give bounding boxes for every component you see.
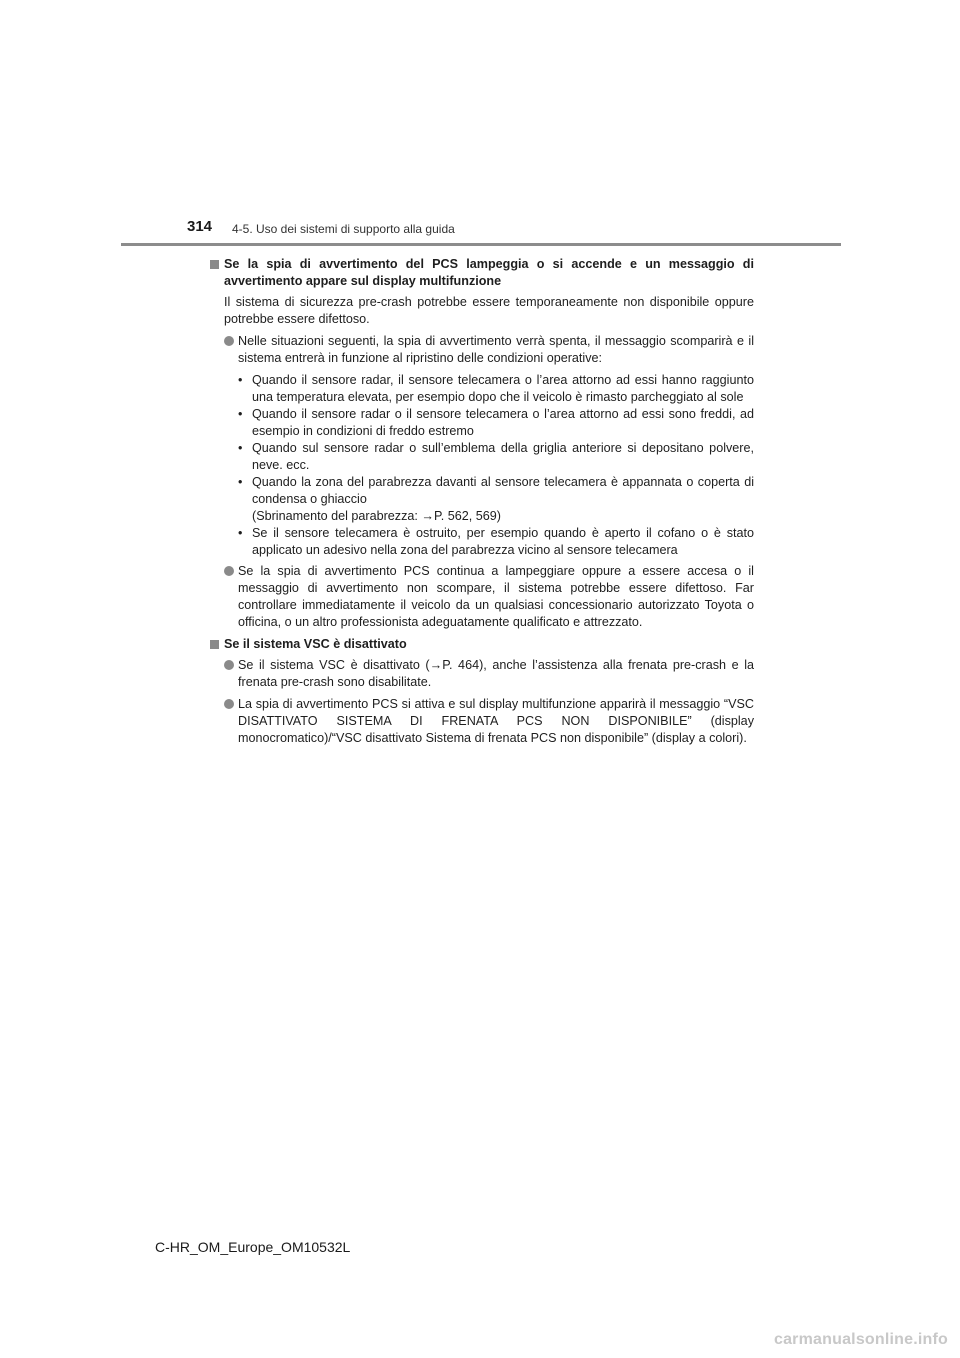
section-pcs-warning	[210, 256, 754, 631]
footer-document-code: C-HR_OM_Europe_OM10532L	[155, 1239, 351, 1255]
circle-bullet-icon	[224, 699, 234, 709]
header-section-title: 4-5. Uso dei sistemi di supporto alla guida	[232, 222, 455, 236]
sub-bullet-text: Quando il sensore radar o il sensore telecamera o l’area attorno ad essi sono freddi, ad esempio in condizioni di freddo estremo	[252, 407, 754, 438]
sub-bullet-text: Quando la zona del parabrezza davanti al sensore telecamera è appannata o coperta di condensa o ghiaccio	[252, 475, 754, 506]
page-number: 314	[187, 218, 213, 235]
list-item	[210, 657, 754, 691]
sub-bullet-text: Quando il sensore radar, il sensore telecamera o l’area attorno ad essi hanno raggiunto una temperatura elevata, per esempio dopo che il veicolo è rimasto parcheggiato al sole	[252, 373, 754, 404]
page-reference-link[interactable]: (Sbrinamento del parabrezza: →P. 562, 569)	[252, 509, 501, 523]
dot-bullet-icon: •	[238, 526, 243, 540]
square-bullet-icon	[210, 640, 219, 649]
list-item	[210, 333, 754, 367]
square-bullet-icon	[210, 260, 219, 269]
sub-bullet-item	[210, 474, 754, 525]
watermark: carmanualsonline.info	[773, 1331, 948, 1348]
list-item-text: La spia di avvertimento PCS si attiva e sul display multifunzione apparirà il messaggio “VSC DISATTIVATO SISTEMA DI FRENATA PCS NON DISPONIBILE” (display monocromatico)/“VSC disattivato Sistema di frenata PCS non disponibile” (display a colori).	[238, 697, 754, 745]
section-intro: Il sistema di sicurezza pre-crash potrebbe essere temporaneamente non disponibile oppure potrebbe essere difettoso.	[224, 295, 754, 326]
sub-bullet-item	[210, 406, 754, 440]
sub-bullet-text: Quando sul sensore radar o sull’emblema della griglia anteriore si depositano polvere, neve. ecc.	[252, 441, 754, 472]
sub-bullet-item	[210, 372, 754, 406]
circle-bullet-icon	[224, 566, 234, 576]
dot-bullet-icon: •	[238, 373, 243, 387]
section-heading	[210, 636, 754, 653]
section-vsc-off	[210, 636, 754, 747]
list-item	[210, 696, 754, 747]
list-item	[210, 563, 754, 631]
section-heading-text: Se la spia di avvertimento del PCS lampeggia o si accende e un messaggio di avvertimento appare sul display multifunzione	[224, 257, 754, 288]
content	[210, 256, 754, 752]
dot-bullet-icon: •	[238, 475, 243, 489]
header-rule	[121, 243, 841, 246]
circle-bullet-icon	[224, 660, 234, 670]
sub-bullet-text: Se il sensore telecamera è ostruito, per esempio quando è aperto il cofano o è stato applicato un adesivo nella zona del parabrezza vicino al sensore telecamera	[252, 526, 754, 557]
sub-bullet-list	[210, 372, 754, 559]
circle-bullet-icon	[224, 336, 234, 346]
dot-bullet-icon: •	[238, 407, 243, 421]
section-heading-text: Se il sistema VSC è disattivato	[224, 637, 407, 651]
dot-bullet-icon: •	[238, 441, 243, 455]
sub-bullet-item	[210, 440, 754, 474]
section-heading	[210, 256, 754, 290]
list-item-text: Se la spia di avvertimento PCS continua a lampeggiare oppure a essere accesa o il messaggio di avvertimento non scompare, il sistema potrebbe essere difettoso. Far controllare immediatamente il veicolo da un qualsiasi concessionario autorizzato Toyota o officina, o un altro professionista adeguatamente qualificato e attrezzato.	[238, 564, 754, 629]
list-item-text: Se il sistema VSC è disattivato (→P. 464), anche l’assistenza alla frenata pre-crash e la frenata pre-crash sono disabilitate.	[238, 658, 754, 689]
list-item-text: Nelle situazioni seguenti, la spia di avvertimento verrà spenta, il messaggio scomparirà e il sistema entrerà in funzione al ripristino delle condizioni operative:	[238, 334, 754, 365]
sub-bullet-item	[210, 525, 754, 559]
